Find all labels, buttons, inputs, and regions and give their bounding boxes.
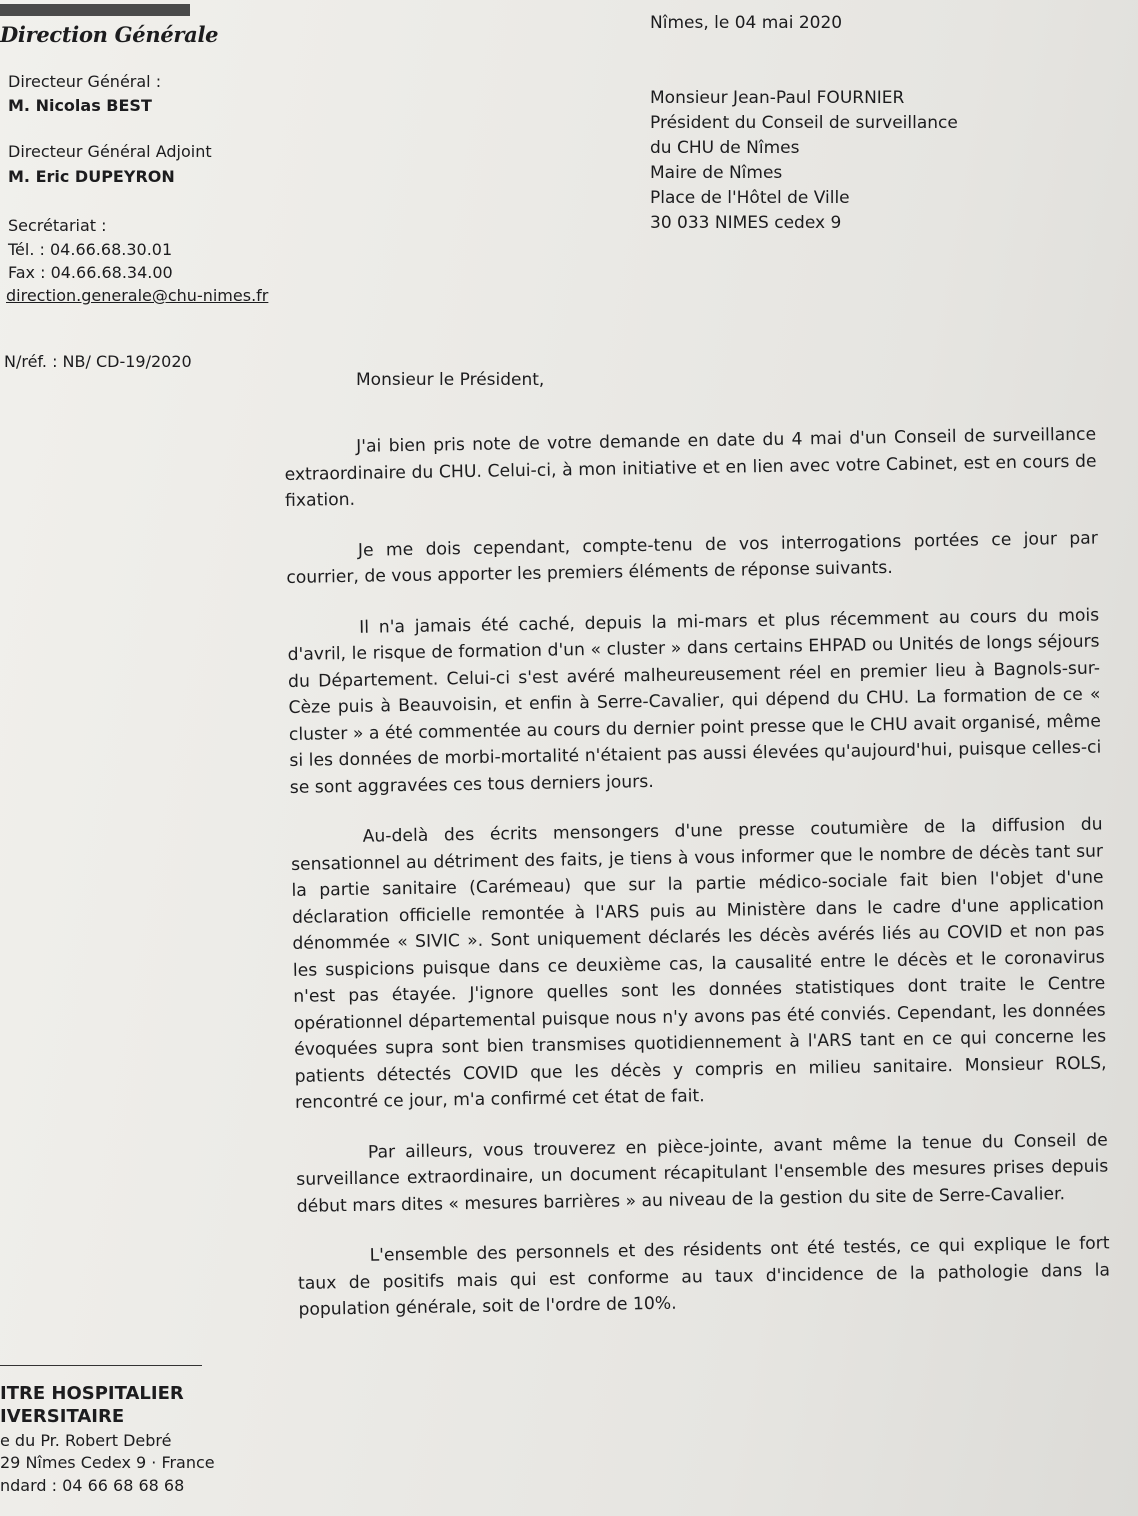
- header-bar: [0, 4, 190, 16]
- recipient-line: Maire de Nîmes: [650, 163, 783, 183]
- footer-line: IVERSITAIRE: [0, 1406, 125, 1427]
- salutation: Monsieur le Président,: [356, 370, 545, 390]
- body-paragraph: Il n'a jamais été caché, depuis la mi-mars et plus récemment au cours du mois d'avril, le risque de formation d'un « cluster » dans certains EHPAD ou Unités de longs séjours du Département. Celui-ci s'est avéré malheureusement réel en premier lieu à Bagnols-sur-Cèze puis à Beauvoisin, et enfin à Serre-Cavalier, qui dépend du CHU. La formation de ce « cluster » a été commentée au cours du dernier point presse que le CHU avait organisé, même si les données de morbi-mortalité n'étaient pas aussi élevées qu'aujourd'hui, puisque celles-ci se sont aggravées ces tous derniers jours.: [287, 605, 1102, 798]
- recipient-line: Président du Conseil de surveillance: [650, 113, 958, 133]
- deputy-director-label: Directeur Général Adjoint: [8, 142, 212, 161]
- phone-number: Tél. : 04.66.68.30.01: [8, 240, 173, 259]
- recipient-line: Monsieur Jean-Paul FOURNIER: [650, 88, 905, 108]
- fax-number: Fax : 04.66.68.34.00: [8, 263, 173, 282]
- footer-line: 29 Nîmes Cedex 9 · France: [0, 1453, 215, 1472]
- body-paragraph: L'ensemble des personnels et des résidents ont été testés, ce qui explique le fort taux de positifs mais qui est conforme au taux d'incidence de la pathologie dans la population générale, soit de l'ordre de 10%.: [297, 1233, 1111, 1320]
- secretariat-label: Secrétariat :: [8, 216, 107, 235]
- letter-date: Nîmes, le 04 mai 2020: [650, 13, 843, 33]
- letter-body: [284, 422, 1111, 1348]
- recipient-line: du CHU de Nîmes: [650, 138, 800, 158]
- footer-line: ITRE HOSPITALIER: [0, 1383, 184, 1404]
- footer-line: ndard : 04 66 68 68 68: [0, 1476, 185, 1495]
- director-general-label: Directeur Général :: [8, 72, 162, 91]
- footer-line: e du Pr. Robert Debré: [0, 1431, 172, 1450]
- department-title: Direction Générale: [0, 22, 219, 47]
- deputy-director-name: M. Eric DUPEYRON: [8, 167, 175, 186]
- recipient-address: [650, 86, 958, 236]
- recipient-line: Place de l'Hôtel de Ville: [650, 188, 850, 208]
- reference-number: N/réf. : NB/ CD-19/2020: [4, 352, 192, 371]
- body-paragraph: Par ailleurs, vous trouverez en pièce-jointe, avant même la tenue du Conseil de surveillance extraordinaire, un document récapitulant l'ensemble des mesures prises depuis début mars dites « mesures barrières » au niveau de la gestion du site de Serre-Cavalier.: [296, 1129, 1109, 1217]
- body-paragraph: J'ai bien pris note de votre demande en date du 4 mai d'un Conseil de surveillance extraordinaire du CHU. Celui-ci, à mon initiative et en lien avec votre Cabinet, est en cours de fixation.: [284, 424, 1097, 511]
- director-general-name: M. Nicolas BEST: [8, 96, 152, 115]
- recipient-line: 30 033 NIMES cedex 9: [650, 213, 842, 233]
- footer-divider: [0, 1365, 202, 1366]
- body-paragraph: Je me dois cependant, compte-tenu de vos interrogations portées ce jour par courrier, de vous apporter les premiers éléments de réponse suivants.: [286, 528, 1098, 588]
- body-paragraph: Au-delà des écrits mensongers d'une presse coutumière de la diffusion du sensationnel au détriment des faits, je tiens à vous informer que le nombre de décès tant sur la partie sanitaire (Carémeau) que sur la partie médico-sociale fait bien l'objet d'une déclaration officielle remontée à l'ARS puis au Ministère dans le cadre d'une application dénommée « SIVIC ». Sont uniquement déclarés les décès avérés liés au COVID et non pas les suspicions puisque dans ce deuxième cas, la causalité entre le décès et le coronavirus n'est pas étayée. J'ignore quelles sont les données statistiques dont traite le Centre opérationnel départemental puisque nous n'y avons pas été conviés. Cependant, les données évoquées supra sont bien transmises quotidiennement à l'ARS tant en ce qui concerne les patients détectés COVID que les décès y compris en milieu sanitaire. Monsieur ROLS, rencontré ce jour, m'a confirmé cet état de fait.: [290, 814, 1107, 1113]
- email-link[interactable]: direction.generale@chu-nimes.fr: [6, 286, 269, 305]
